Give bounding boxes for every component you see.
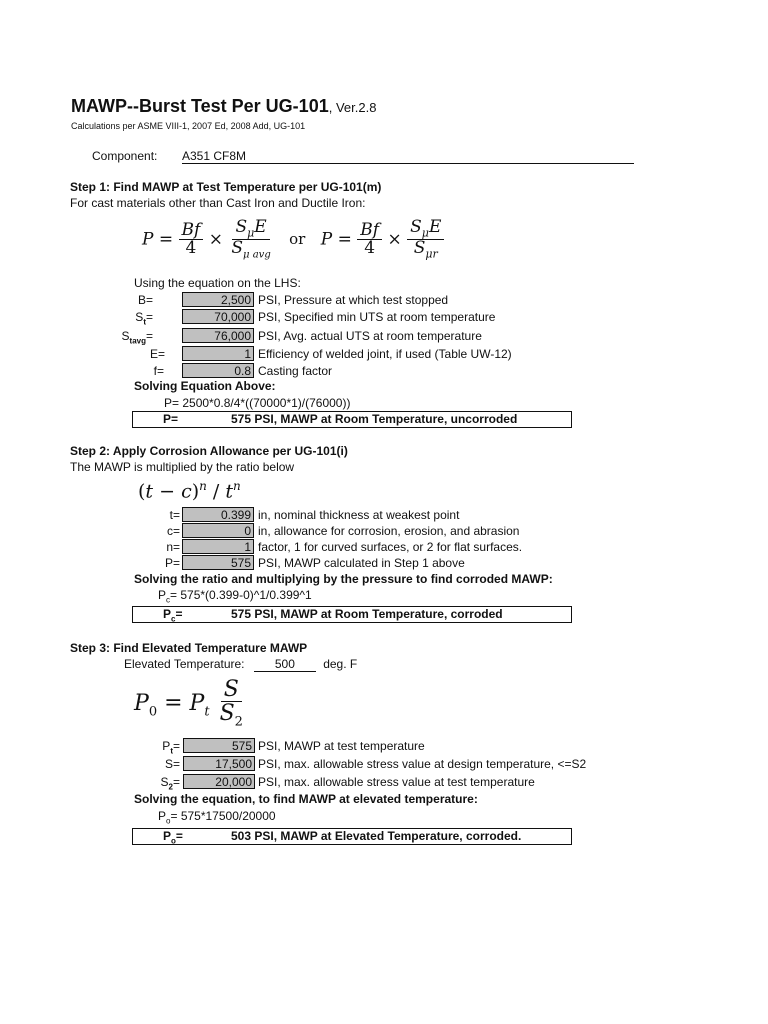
elevated-temperature-label: Elevated Temperature: [124, 657, 245, 671]
step2-row-p [0, 555, 768, 571]
result-value: 503 PSI, MAWP at Elevated Temperature, corroded. [231, 829, 522, 843]
step2-row-c [0, 523, 768, 539]
row-description: PSI, Pressure at which test stopped [258, 293, 449, 307]
row-description: PSI, MAWP calculated in Step 1 above [258, 556, 465, 570]
row-label: $S_t=$ [135, 310, 153, 327]
row-label: B= [137, 293, 153, 307]
code-reference: Calculations per ASME VIII-1, 2007 Ed, 2008 Add, UG-101 [71, 121, 306, 131]
input-p[interactable]: 575 [182, 555, 254, 570]
step2-heading: Step 2: Apply Corrosion Allowance per UG-101(i) [70, 444, 348, 458]
row-description: PSI, MAWP at test temperature [258, 739, 425, 753]
input-n[interactable]: 1 [182, 539, 254, 554]
step3-row-s [0, 756, 768, 772]
step2-result-box [132, 606, 572, 623]
input-f[interactable]: 0.8 [182, 363, 254, 378]
row-description: PSI, max. allowable stress value at design temperature, <=S2 [258, 757, 587, 771]
component-field[interactable]: A351 CF8M [182, 149, 634, 164]
result-label: $P_c=$ [163, 607, 183, 624]
page-title: MAWP--Burst Test Per UG-101, Ver.2.8 [71, 96, 377, 116]
input-pt[interactable]: 575 [183, 738, 255, 753]
step3-row-pt [0, 738, 768, 754]
input-stavg[interactable]: 76,000 [182, 328, 254, 343]
row-label: $S_{tavg}=$ [121, 329, 153, 346]
step1-row-e [0, 346, 768, 362]
input-s[interactable]: 17,500 [183, 756, 255, 771]
row-description: PSI, max. allowable stress value at test temperature [258, 775, 535, 789]
step3-row-s2 [0, 774, 768, 790]
component-label: Component: [92, 149, 158, 163]
input-b[interactable]: 2,500 [182, 292, 254, 307]
input-e[interactable]: 1 [182, 346, 254, 361]
step1-row-f [0, 363, 768, 379]
step2-row-t [0, 507, 768, 523]
row-label: t= [169, 508, 180, 522]
step3-solving-label: Solving the equation, to find MAWP at elevated temperature: [134, 792, 478, 806]
row-label: f= [153, 364, 164, 378]
step3-result-box [132, 828, 572, 845]
step2-description: The MAWP is multiplied by the ratio below [70, 460, 295, 474]
step1-result-box [132, 411, 572, 428]
step3-calculation: $P_o= 575*17500/20000$ [158, 809, 276, 826]
step1-row-st [0, 309, 768, 325]
input-s2[interactable]: 20,000 [183, 774, 255, 789]
step1-using-note: Using the equation on the LHS: [134, 276, 301, 290]
step1-calculation: P= 2500*0.8/4*((70000*1)/(76000)) [164, 396, 351, 410]
step3-heading: Step 3: Find Elevated Temperature MAWP [70, 641, 308, 655]
row-description: in, nominal thickness at weakest point [258, 508, 460, 522]
version-label: , Ver.2.8 [328, 100, 377, 115]
step1-heading: Step 1: Find MAWP at Test Temperature per UG-101(m) [70, 180, 382, 194]
step3-equation: $P_0 = P_t$ $\frac{S}{S_2}$ [134, 677, 243, 730]
step2-solving-label: Solving the ratio and multiplying by the pressure to find corroded MAWP: [134, 572, 553, 586]
elevated-temperature-unit: deg. F [323, 657, 358, 671]
input-st[interactable]: 70,000 [182, 309, 254, 324]
or-label: or [289, 230, 306, 249]
result-value: 575 PSI, MAWP at Room Temperature, corroded [231, 607, 503, 621]
row-description: PSI, Avg. actual UTS at room temperature [258, 329, 482, 343]
row-description: factor, 1 for curved surfaces, or 2 for flat surfaces. [258, 540, 523, 554]
step1-solving-label: Solving Equation Above: [134, 379, 276, 393]
result-value: 575 PSI, MAWP at Room Temperature, uncorroded [231, 412, 518, 426]
row-label: E= [149, 347, 165, 361]
elevated-temperature-row [124, 657, 357, 672]
row-description: Efficiency of welded joint, if used (Table UW-12) [258, 347, 512, 361]
row-label: n= [166, 540, 180, 554]
row-label: c= [166, 524, 180, 538]
row-description: PSI, Specified min UTS at room temperature [258, 310, 496, 324]
result-label: P= [163, 412, 179, 426]
step2-calculation: $P_c=$ 575*(0.399-0)^1/0.399^1 [158, 588, 312, 605]
row-description: Casting factor [258, 364, 333, 378]
step1-description: For cast materials other than Cast Iron and Ductile Iron: [70, 196, 366, 210]
row-label: P= [164, 556, 180, 570]
step2-row-n [0, 539, 768, 555]
row-label: $S_2=$ [160, 775, 180, 792]
row-label: $P_t=$ [162, 739, 180, 756]
result-label: $P_o=$ [163, 829, 183, 846]
row-label: S= [164, 757, 180, 771]
step2-ratio-equation: $(t - c)^n / t^n$ [138, 479, 241, 503]
row-description: in, allowance for corrosion, erosion, and abrasion [258, 524, 520, 538]
input-t[interactable]: 0.399 [182, 507, 254, 522]
step1-equation: P = $\frac{Bf}{4}$ × $\frac{S_\mu E}{S_{\mu avg}}$ or P = $\frac{Bf}{4}$ × $\frac{S_\mu E}{S_{\mu r}}$ [142, 219, 444, 261]
elevated-temperature-field[interactable]: 500 [254, 657, 316, 672]
step1-row-stavg [0, 328, 768, 344]
step1-row-b [0, 292, 768, 308]
input-c[interactable]: 0 [182, 523, 254, 538]
